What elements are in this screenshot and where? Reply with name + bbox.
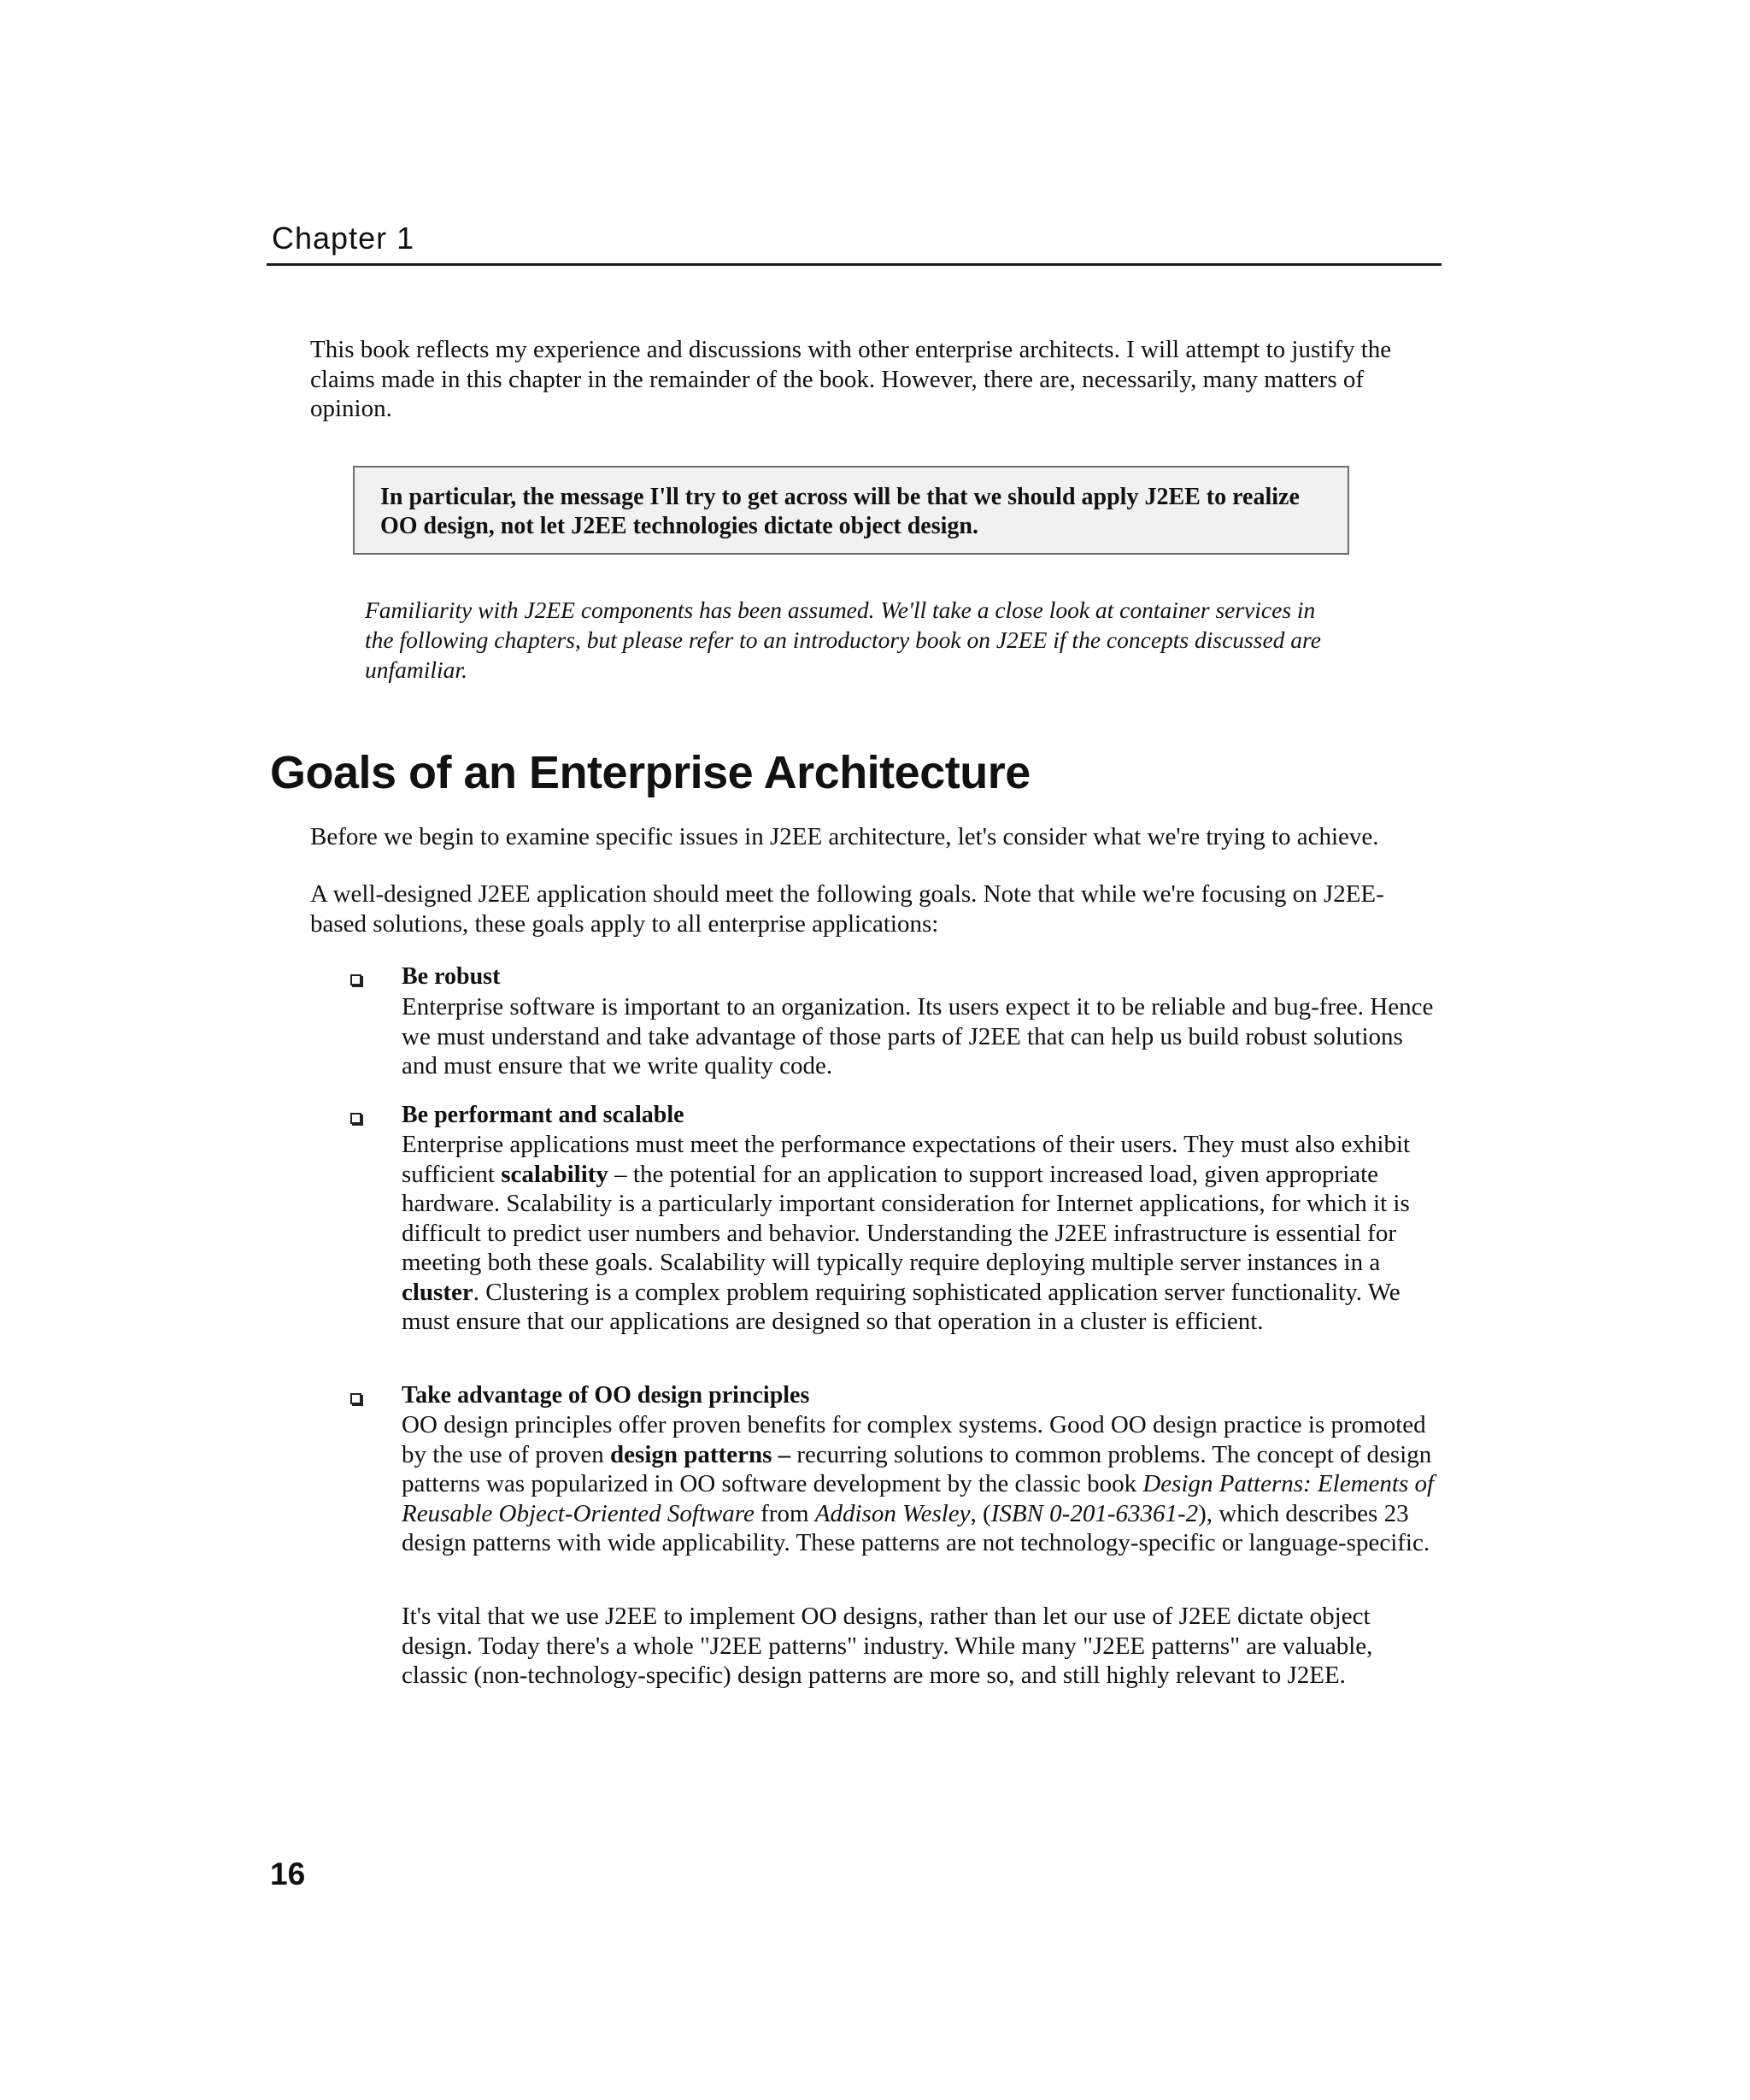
section-heading: Goals of an Enterprise Architecture <box>270 747 1031 798</box>
checkbox-bullet-icon <box>350 1393 361 1404</box>
chapter-label: Chapter 1 <box>272 221 415 256</box>
goal-body-continuation: It's vital that we use J2EE to implement OO designs, rather than let our use of J2EE dictate object design. Today there's a whole "J2EE patterns" industry. While many "J2EE patterns" are valuable, classic (non-technology-specific) design patterns are more so, and still highly relevant to J2EE. <box>402 1603 1373 1689</box>
page-number: 16 <box>270 1856 306 1891</box>
goal-body-text: OO design principles offer proven benefits for complex systems. Good OO design practice is promoted by the use of proven <box>402 1411 1426 1468</box>
checkbox-bullet-icon <box>350 974 361 985</box>
isbn: ISBN 0-201-63361-2 <box>990 1499 1199 1527</box>
callout-text: In particular, the message I'll try to get across will be that we should apply J2EE to realize OO design, not let J2EE technologies dictate object design. <box>380 484 1300 539</box>
goal-title: Be performant and scalable <box>402 1102 684 1128</box>
goal-body <box>402 1410 1436 1558</box>
goal-body <box>402 1130 1436 1337</box>
term-scalability: scalability <box>501 1160 608 1188</box>
goal-body: Enterprise software is important to an organization. Its users expect it to be reliable and bug-free. Hence we must understand and take advantage of those parts of J2EE that can help us build robust solutions and must ensure that we write quality code. <box>402 993 1434 1079</box>
goal-title: Be robust <box>402 963 501 990</box>
goal-body-text: ), which describes 23 design patterns with wide applicability. These patterns are not technology-specific or language-specific. <box>402 1499 1430 1556</box>
section-intro-paragraph: Before we begin to examine specific issues in J2EE architecture, let's consider what we're trying to achieve. <box>310 823 1379 850</box>
goal-body-text: from <box>754 1499 815 1527</box>
goals-intro-paragraph: A well-designed J2EE application should meet the following goals. Note that while we're focusing on J2EE-based solutions, these goals apply to all enterprise applications: <box>310 880 1384 938</box>
goal-body-text: Enterprise applications must meet the performance expectations of their users. They must also exhibit sufficient <box>402 1131 1411 1188</box>
intro-paragraph: This book reflects my experience and discussions with other enterprise architects. I will attempt to justify the claims made in this chapter in the remainder of the book. However, there are, necessarily, many matters of opinion. <box>310 336 1392 422</box>
note-paragraph: Familiarity with J2EE components has been assumed. We'll take a close look at container services in the following chapters, but please refer to an introductory book on J2EE if the concepts discussed are unfamiliar. <box>365 597 1321 683</box>
goal-body-text: . Clustering is a complex problem requiring sophisticated application server functionality. We must ensure that our applications are designed so that operation in a cluster is efficient. <box>402 1278 1401 1335</box>
callout-box <box>353 466 1349 555</box>
running-header <box>267 221 1442 266</box>
goal-title: Take advantage of OO design principles <box>402 1382 810 1409</box>
goal-body-text: , ( <box>970 1499 991 1527</box>
checkbox-bullet-icon <box>350 1113 361 1124</box>
term-design-patterns: design patterns – <box>610 1440 791 1468</box>
term-cluster: cluster <box>402 1278 473 1306</box>
publisher: Addison Wesley <box>814 1499 971 1527</box>
goal-body-text: recurring solutions to common problems. The concept of design patterns was popularized in OO software development by the classic book <box>402 1440 1432 1497</box>
goal-body-text: – the potential for an application to support increased load, given appropriate hardware. Scalability is a particularly important consideration for Internet applications, for which it is difficult to predict user numbers and behavior. Understanding the J2EE infrastructure is essential for meeting both these goals. Scalability will typically require deploying multiple server instances in a <box>402 1160 1410 1276</box>
book-title: Design Patterns: Elements of Reusable Object-Oriented Software <box>402 1470 1435 1527</box>
